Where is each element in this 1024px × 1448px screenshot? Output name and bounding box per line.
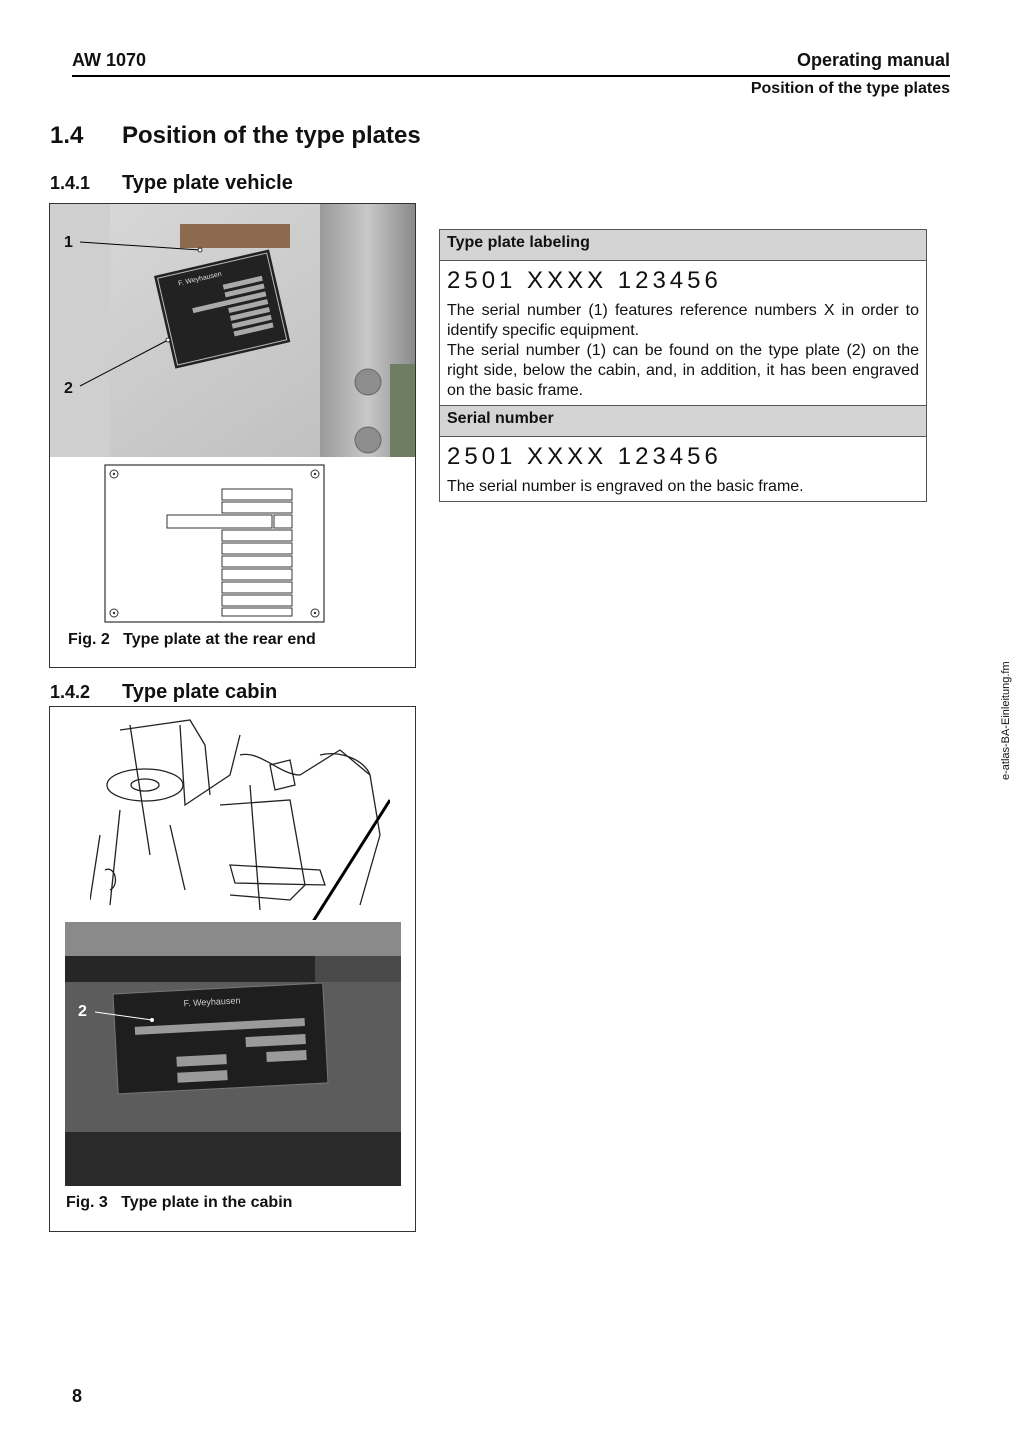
callout-2: 2 <box>64 380 73 397</box>
header-section-title: Position of the type plates <box>750 80 950 97</box>
figure-2 <box>49 203 416 668</box>
subsection-number: 1.4.1 <box>50 173 91 193</box>
serial-text: The serial number is engraved on the basic frame. <box>447 478 804 495</box>
cabin-callout-2: 2 <box>78 1003 87 1020</box>
table-head-serial: Serial number <box>440 406 927 437</box>
serial-number-format: 2501 XXXX 123456 <box>447 443 722 470</box>
subsection-title: Type plate vehicle <box>122 172 293 194</box>
figure-2-caption <box>68 631 316 649</box>
vehicle-type-plate-photo <box>50 204 415 457</box>
type-plate-drawing <box>104 464 326 624</box>
header-rule <box>72 75 950 77</box>
table-cell-labeling <box>440 261 927 406</box>
figure-3 <box>49 706 416 1232</box>
subsection-heading-cabin <box>50 681 277 704</box>
subsection-heading-vehicle <box>50 172 293 195</box>
cabin-drawing <box>90 715 390 920</box>
figure-3-number: Fig. 3 <box>66 1194 108 1211</box>
type-plate-info-table <box>439 229 927 502</box>
labeling-text-2: The serial number (1) can be found on the type plate (2) on the right side, below the cabin, and, in addition, it has been engraved on the basic frame. <box>447 342 919 399</box>
serial-format: 2501 XXXX 123456 <box>447 267 722 294</box>
header-doc-title: Operating manual <box>796 50 950 70</box>
subsection-title: Type plate cabin <box>122 681 278 703</box>
callout-1: 1 <box>64 234 73 251</box>
section-title: Position of the type plates <box>122 122 421 149</box>
figure-3-caption-text: Type plate in the cabin <box>121 1194 293 1211</box>
subsection-number: 1.4.2 <box>50 682 91 702</box>
section-heading <box>50 122 421 150</box>
figure-2-caption-text: Type plate at the rear end <box>123 631 316 648</box>
page-number: 8 <box>72 1386 83 1406</box>
vehicle-plate-brand: F. Weyhausen <box>177 270 223 288</box>
labeling-text-1: The serial number (1) features reference numbers X in order to identify specific equipment. <box>447 302 919 339</box>
figure-3-caption <box>66 1194 292 1212</box>
table-head-labeling: Type plate labeling <box>440 230 927 261</box>
header-model: AW 1070 <box>72 50 147 70</box>
section-number: 1.4 <box>50 122 84 149</box>
table-cell-serial <box>440 437 927 502</box>
figure-2-number: Fig. 2 <box>68 631 110 648</box>
cabin-type-plate-photo <box>65 922 401 1186</box>
cabin-plate-brand: F. Weyhausen <box>183 995 241 1009</box>
side-file-label: e-atlas-BA-Einleitung.fm <box>1000 661 1012 780</box>
